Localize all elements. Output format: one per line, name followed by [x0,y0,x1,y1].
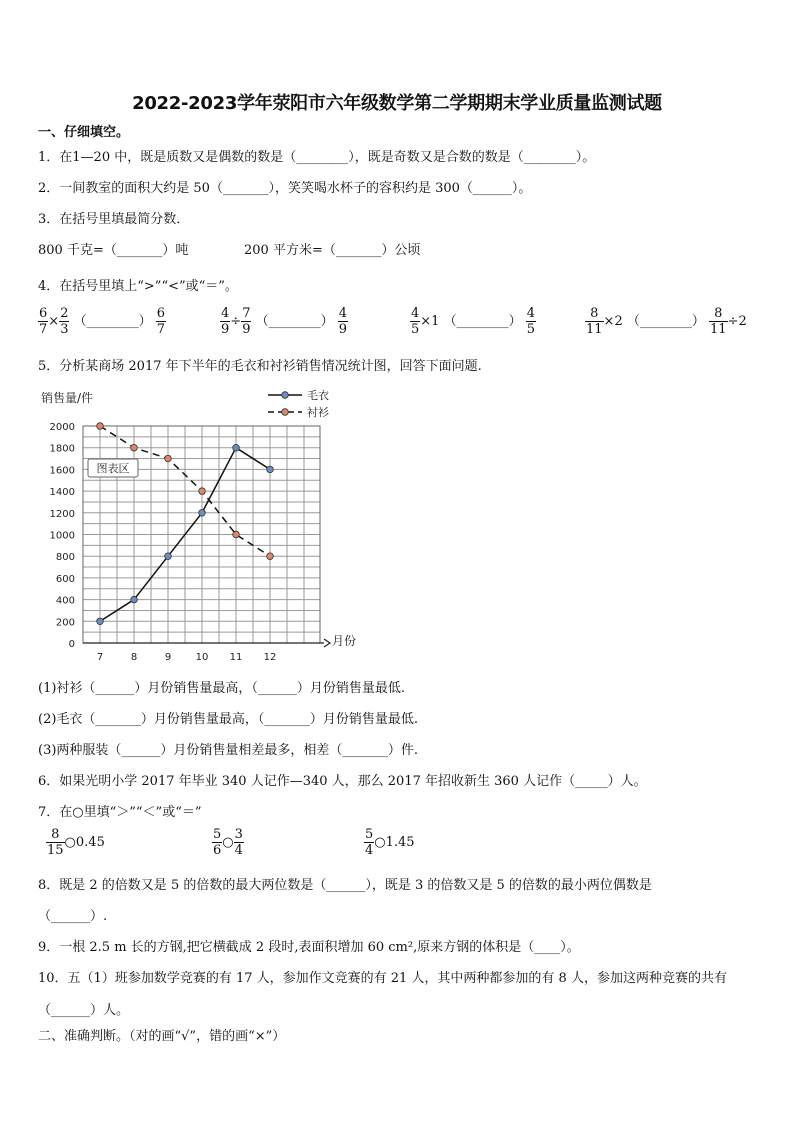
series-2-point [131,444,138,451]
series-2-point [267,553,274,560]
question-7: 7．在○里填“＞”“＜”或“＝” [38,805,202,820]
series-1-point [97,618,104,625]
legend-marker-1 [282,392,289,399]
legend-label-1: 毛衣 [307,389,329,402]
question-6: 6．如果光明小学 2017 年毕业 340 人记作—340 人，那么 2017 年招收新生 360 人记作（_____）人。 [38,774,647,789]
question-3: 3．在括号里填最简分数． [38,212,190,227]
question-7-item-c: $\frac{5}{4}$ ○1.45 [365,827,415,858]
question-4-item-a: $\frac{6}{7}$ × $\frac{2}{3}$ （________） $\frac{6}{7}$ [39,306,166,337]
x-axis-arrow [324,639,330,647]
x-tick-label: 10 [195,652,209,663]
y-tick-label: 800 [55,552,75,564]
question-3-part-b: 200 平方米=（_______）公顷 [244,243,421,258]
page-title: 2022-2023学年荥阳市六年级数学第二学期期末学业质量监测试题 [132,93,662,114]
question-5-2: (2)毛衣（_______）月份销售量最高，（_______）月份销售量最低. [38,712,419,727]
question-4: 4．在括号里填上“>”“<”或“＝”。 [38,279,238,294]
section-1-heading: 一、仔细填空。 [38,125,130,140]
chart-axes [83,639,330,647]
chart-svg [36,383,366,663]
legend-marker-2 [282,409,289,416]
question-4-item-b: $\frac{4}{9}$ ÷ $\frac{7}{9}$ （________） $\frac{4}{9}$ [221,306,348,337]
question-4-item-d: $\frac{8}{11}$ ×2 （________） $\frac{8}{11}$ ÷2 [586,306,747,337]
question-10-line-2: （______）人。 [38,1003,130,1018]
y-tick-label: 2000 [49,422,75,433]
question-10-line-1: 10．五（1）班参加数学竞赛的有 17 人，参加作文竞赛的有 21 人，其中两种都参加的有 8 人，参加这两种竞赛的共有 [38,971,727,986]
x-tick-label: 12 [263,652,277,663]
question-3-part-a: 800 千克=（_______）吨 [38,243,189,258]
y-tick-label: 400 [55,595,75,607]
series-1-point [165,553,172,560]
y-tick-label: 600 [55,573,75,585]
question-7-item-a: $\frac{8}{15}$ ○0.45 [47,827,105,858]
question-9: 9．一根 2.5 m 长的方钢,把它横截成 2 段时,表面积增加 60 cm²,原来方钢的体积是（____）。 [38,940,580,955]
question-8-line-1: 8．既是 2 的倍数又是 5 的倍数的最大两位数是（______），既是 3 的倍数又是 5 的倍数的最小两位偶数是 [38,878,652,893]
question-5: 5．分析某商场 2017 年下半年的毛衣和衬衫销售情况统计图，回答下面问题. [38,359,482,374]
series-1-point [267,466,274,473]
x-tick-label: 8 [130,652,138,663]
question-5-1: (1)衬衫（______）月份销售量最高，（______）月份销售量最低. [38,681,406,696]
series-1-point [233,444,240,451]
chart-area-tag-text: 图表区 [96,462,130,475]
y-tick-label: 1200 [49,508,75,520]
question-1: 1．在1—20 中，既是质数又是偶数的数是（________），既是奇数又是合数的数是（________）。 [38,150,596,165]
sales-line-chart [36,383,366,663]
chart-area-tag [88,459,138,477]
series-2-point [165,455,172,462]
question-8-line-2: （______）. [38,909,108,924]
question-4-item-c: $\frac{4}{5}$ ×1 （________） $\frac{4}{5}$ [411,306,536,337]
y-tick-label: 1400 [49,487,75,499]
chart-labels [41,389,356,663]
series-1-point [131,596,138,603]
y-axis-label: 销售量/件 [41,391,94,405]
series-2-point [97,423,104,430]
y-tick-label: 1000 [49,530,75,542]
y-tick-label: 0 [68,639,75,650]
x-tick-label: 11 [229,652,243,663]
series-2-point [199,488,206,495]
question-7-item-b: $\frac{5}{6}$ ○ $\frac{3}{4}$ [213,827,243,858]
series-1-point [199,510,206,517]
question-2: 2．一间教室的面积大约是 50（_______），笑笑喝水杯子的容积约是 300（______）。 [38,181,532,196]
section-2-heading: 二、准确判断。（对的画“√”，错的画“×”） [38,1029,286,1044]
legend-label-2: 衬衫 [307,406,329,419]
y-tick-label: 200 [55,617,75,629]
x-axis-label: 月份 [332,634,357,648]
x-tick-label: 9 [164,652,172,663]
y-tick-label: 1600 [49,465,75,477]
question-5-3: (3)两种服装（______）月份销售量相差最多，相差（_______）件. [38,743,419,758]
x-tick-label: 7 [96,652,104,663]
y-tick-label: 1800 [49,443,75,455]
series-2-point [233,531,240,538]
